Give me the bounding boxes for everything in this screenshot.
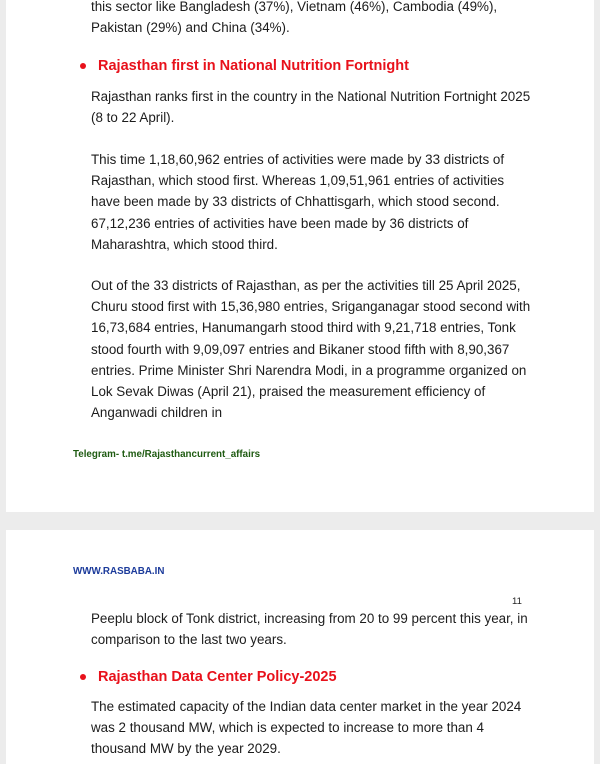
nutrition-paragraph-1: Rajasthan ranks first in the country in the National Nutrition Fortnight 2025 (8 to 22 April). xyxy=(91,89,531,126)
telegram-link[interactable]: Telegram- t.me/Rajasthancurrent_affairs xyxy=(73,449,261,460)
document-page-1 xyxy=(6,0,594,512)
section-heading-text: Rajasthan first in National Nutrition Fortnight xyxy=(98,58,409,74)
bullet-icon xyxy=(80,674,86,680)
section-heading-text: Rajasthan Data Center Policy-2025 xyxy=(98,669,337,685)
nutrition-paragraph-3: Out of the 33 districts of Rajasthan, as per the activities till 25 April 2025, Churu stood first with 15,36,980 entries, Sriganganagar stood second with 16,73,684 entries, Hanumangarh stood third with 9,21,718 entries, Tonk stood fourth with 9,09,097 entries and Bikaner stood fifth with 8,90,367 entries. Prime Minister Shri Narendra Modi, in a programme organized on Lok Sevak Diwas (April 21), praised the measurement efficiency of Anganwadi children in xyxy=(91,278,531,421)
page-number: 11 xyxy=(512,596,522,607)
document-page-2 xyxy=(6,530,594,764)
section-heading-data-center xyxy=(80,669,337,685)
bullet-icon xyxy=(80,63,86,69)
website-link[interactable]: WWW.RASBABA.IN xyxy=(73,566,165,577)
section-heading-nutrition xyxy=(80,58,409,74)
nutrition-paragraph-2: This time 1,18,60,962 entries of activities were made by 33 districts of Rajasthan, which stood first. Whereas 1,09,51,961 entries of activities have been made by 33 districts of Chhattisgarh, which stood second. 67,12,236 entries of activities have been made by 36 districts of Maharashtra, which stood third. xyxy=(91,152,505,252)
data-center-paragraph: The estimated capacity of the Indian data center market in the year 2024 was 2 thousand MW, which is expected to increase to more than 4 thousand MW by the year 2029. xyxy=(91,699,522,757)
peeplu-paragraph: Peeplu block of Tonk district, increasing from 20 to 99 percent this year, in comparison to the last two years. xyxy=(91,611,528,648)
intro-paragraph: this sector like Bangladesh (37%), Vietnam (46%), Cambodia (49%), Pakistan (29%) and China (34%). xyxy=(91,0,498,36)
